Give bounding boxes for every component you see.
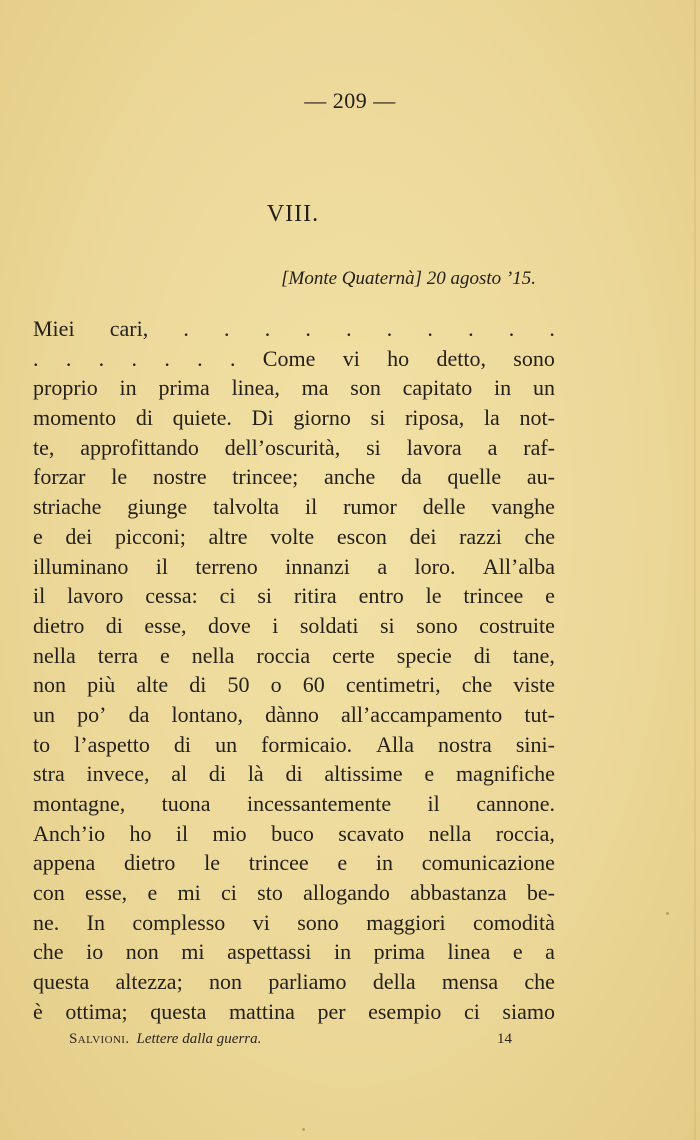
word: . (197, 345, 203, 371)
word: to (33, 731, 51, 757)
text-line (33, 462, 555, 492)
word: All’alba (482, 553, 555, 579)
word: che (524, 523, 555, 549)
word: linea, (231, 375, 280, 401)
word: in (375, 850, 394, 876)
word: centimetri, (345, 672, 441, 698)
word: anche (323, 464, 376, 490)
word: di (208, 761, 227, 787)
word: trincee (463, 583, 524, 609)
page-number: — 209 — (304, 88, 396, 113)
word: po’ (77, 701, 107, 727)
word: scavato (338, 820, 405, 846)
text-line (33, 611, 555, 641)
word: altissime (324, 761, 403, 787)
word: trincee; (232, 464, 299, 490)
word: riposa, (404, 405, 465, 431)
word: . (65, 345, 72, 371)
word: al (171, 761, 188, 787)
word: comodità (473, 909, 555, 935)
word: non (33, 672, 66, 698)
word: i (272, 612, 279, 638)
page-footer (69, 1031, 512, 1048)
word: montagne, (33, 791, 126, 816)
word: un (33, 701, 55, 727)
letter-dateline: [Monte Quaternà] 20 agosto ’15. (281, 268, 536, 289)
word: sono (416, 612, 458, 638)
word: a (377, 553, 388, 579)
footer-book-title: Lettere dalla guerra. (136, 1031, 262, 1047)
word: le (204, 850, 221, 876)
word: di (135, 405, 153, 431)
text-line (33, 878, 555, 908)
text-line (33, 641, 555, 671)
word: non (125, 939, 159, 965)
word: ci (219, 583, 236, 609)
word: e (147, 880, 158, 906)
word: . (183, 316, 189, 341)
word: dànno (265, 701, 319, 727)
text-line (33, 433, 555, 463)
text-line (33, 759, 555, 789)
word: giorno (293, 405, 351, 431)
paper-speck (666, 912, 669, 915)
word: dei (65, 523, 93, 549)
word: Alla (376, 731, 415, 757)
word: delle (422, 494, 466, 520)
word: nella (428, 820, 472, 846)
word: Miei (33, 316, 75, 341)
text-line (33, 522, 555, 552)
word: mi (181, 939, 205, 965)
word: Come (262, 345, 316, 371)
signature-mark: 14 (497, 1031, 512, 1047)
word: . (427, 316, 433, 341)
word: cari, (109, 316, 149, 341)
word: lavora (406, 434, 462, 460)
word: mi (177, 880, 201, 906)
word: appena (33, 850, 96, 876)
word: e (424, 761, 435, 787)
word: un (532, 375, 555, 401)
word: sono (297, 909, 339, 935)
word: in (333, 939, 352, 965)
word: escon (336, 523, 387, 549)
word: ci (463, 998, 480, 1024)
word: un (215, 731, 238, 757)
word: . (305, 316, 311, 341)
word: il (175, 820, 189, 846)
word: che (461, 672, 493, 698)
word: siamo (502, 998, 555, 1024)
text-line (33, 373, 555, 403)
text-line (33, 819, 555, 849)
word: le (425, 583, 442, 609)
word: Di (251, 405, 274, 431)
word: soldati (299, 612, 359, 638)
word: mio (212, 820, 247, 846)
word: formicaio. (261, 731, 353, 757)
word: ottima; (65, 998, 128, 1024)
letter-body (33, 314, 555, 1027)
word: di (105, 612, 123, 638)
word: . (468, 316, 474, 341)
word: e (512, 939, 523, 965)
word: roccia, (495, 820, 555, 846)
word: esempio (368, 998, 442, 1024)
word: per (317, 998, 346, 1024)
word: parliamo (268, 969, 347, 995)
word: costruite (479, 612, 555, 638)
text-line (33, 848, 555, 878)
word: forzar (33, 464, 86, 490)
word: 50 (227, 672, 250, 698)
word: dei (409, 523, 437, 549)
word: le (111, 464, 128, 490)
word: è (33, 998, 43, 1024)
word: detto, (436, 345, 486, 371)
text-line (33, 789, 555, 819)
word: trincee (248, 850, 309, 876)
word: . (224, 316, 230, 341)
word: e (337, 850, 348, 876)
word: l’aspetto (74, 731, 150, 757)
word: ho (129, 820, 152, 846)
word: ritira (293, 583, 337, 609)
word: ma (301, 375, 329, 401)
word: dove (208, 612, 251, 638)
word: alte (136, 672, 169, 698)
word: au- (526, 464, 555, 490)
word: questa (33, 969, 90, 995)
word: di (285, 761, 303, 787)
word: altezza; (115, 969, 183, 995)
word: entro (358, 583, 404, 609)
word: giunge (127, 494, 188, 520)
word: di (189, 672, 207, 698)
word: . (549, 316, 555, 341)
word: mensa (441, 969, 499, 995)
word: specie (396, 642, 452, 668)
word: all’accampamento (340, 701, 503, 727)
word: te, (33, 434, 55, 460)
text-line (33, 730, 555, 760)
word: sto (257, 880, 283, 906)
word: quelle (447, 464, 502, 490)
word: approfittando (80, 434, 199, 460)
word: nella (191, 642, 235, 668)
word: prima (373, 939, 425, 965)
word: si (366, 434, 381, 460)
word: picconi; (114, 523, 186, 549)
word: il (33, 583, 46, 609)
word: . (33, 345, 39, 371)
word: vi (252, 909, 270, 935)
text-line (33, 700, 555, 730)
paper-speck (302, 1128, 305, 1131)
word: stra (33, 761, 65, 787)
text-line (33, 492, 555, 522)
word: striache (33, 494, 102, 520)
word: tane, (512, 642, 555, 668)
footer-author: Salvioni. (69, 1031, 130, 1047)
word: dell’oscurità, (224, 434, 341, 460)
word: questa (150, 998, 207, 1024)
word: e (33, 523, 43, 549)
word: che (524, 969, 555, 995)
word: viste (513, 672, 555, 698)
word: nostre (152, 464, 207, 490)
word: ne. (33, 909, 60, 935)
word: esse, (144, 612, 187, 638)
word: si (370, 405, 386, 431)
word: a (545, 939, 555, 965)
text-line (33, 997, 555, 1027)
word: nostra (438, 731, 492, 757)
word: linea (447, 939, 491, 965)
text-line (33, 403, 555, 433)
text-line (33, 908, 555, 938)
word: . (164, 345, 170, 371)
word: lavoro (67, 583, 124, 609)
word: allogando (303, 880, 390, 906)
word: a (487, 434, 498, 460)
word: talvolta (213, 494, 280, 520)
chapter-heading: VIII. (266, 201, 320, 227)
word: io (86, 939, 104, 965)
text-line (33, 344, 555, 374)
word: della (372, 969, 416, 995)
word: si (257, 583, 273, 609)
text-line (33, 670, 555, 700)
word: momento (33, 405, 117, 431)
word: capitato (402, 375, 473, 401)
word: lontano, (171, 701, 243, 727)
word: . (98, 345, 105, 371)
word: cessa: (145, 583, 198, 609)
word: raf- (523, 434, 555, 460)
word: sini- (515, 731, 555, 757)
word: Anch’io (33, 820, 106, 846)
footer-citation (69, 1031, 261, 1048)
word: in (494, 375, 512, 401)
word: di (473, 642, 491, 668)
word: tut- (524, 701, 555, 727)
word: altre (208, 523, 248, 549)
word: non (209, 969, 242, 995)
word: e (545, 583, 555, 609)
word: . (264, 316, 271, 341)
word: roccia (256, 642, 311, 668)
word: aspettassi (227, 939, 312, 965)
word: . (229, 345, 236, 371)
word: illuminano (33, 553, 129, 579)
word: maggiori (366, 909, 446, 935)
word: vi (342, 345, 360, 371)
word: . (386, 316, 393, 341)
word: rumor (343, 494, 397, 520)
word: . (346, 316, 352, 341)
word: . (508, 316, 515, 341)
word: abbastanza (410, 880, 507, 906)
word: vanghe (491, 494, 555, 520)
text-line (33, 552, 555, 582)
word: magnifiche (455, 761, 555, 787)
word: prima (158, 375, 210, 401)
text-line (33, 967, 555, 997)
word: buco (271, 820, 314, 846)
text-line (33, 937, 555, 967)
word: dietro (124, 850, 176, 876)
word: In (86, 909, 105, 935)
word: quiete. (172, 405, 232, 431)
word: cannone. (476, 791, 555, 816)
word: la (483, 405, 500, 431)
word: comunicazione (421, 850, 555, 876)
word: che (33, 939, 64, 965)
word: be- (526, 880, 555, 906)
word: tuona (161, 791, 211, 816)
word: 60 (302, 672, 325, 698)
word: . (131, 345, 137, 371)
word: esse, (85, 880, 128, 906)
word: mattina (228, 998, 295, 1024)
word: si (379, 612, 395, 638)
word: nella (33, 642, 76, 668)
word: ho (387, 345, 410, 371)
word: incessantemente (246, 791, 392, 816)
word: più (87, 672, 116, 698)
word: e (159, 642, 170, 668)
word: il (427, 791, 440, 816)
word: o (270, 672, 282, 698)
word: là (247, 761, 264, 787)
word: proprio (33, 375, 98, 401)
word: volte (270, 523, 315, 549)
word: con (33, 880, 65, 906)
word: ci (220, 880, 237, 906)
word: razzi (459, 523, 502, 549)
word: dietro (33, 612, 85, 638)
word: sono (513, 345, 555, 371)
word: loro. (414, 553, 456, 579)
word: invece, (86, 761, 150, 787)
word: di (173, 731, 192, 757)
page-edge-shadow (694, 0, 696, 1140)
word: terra (97, 642, 139, 668)
word: da (400, 464, 422, 490)
word: terreno (195, 553, 258, 579)
word: complesso (132, 909, 226, 935)
text-line (33, 314, 555, 344)
word: da (128, 701, 150, 727)
text-line (33, 581, 555, 611)
word: not- (519, 405, 555, 431)
word: il (155, 553, 168, 579)
word: son (350, 375, 381, 401)
word: il (304, 494, 318, 520)
word: certe (332, 642, 375, 668)
word: in (119, 375, 137, 401)
word: innanzi (285, 553, 350, 579)
